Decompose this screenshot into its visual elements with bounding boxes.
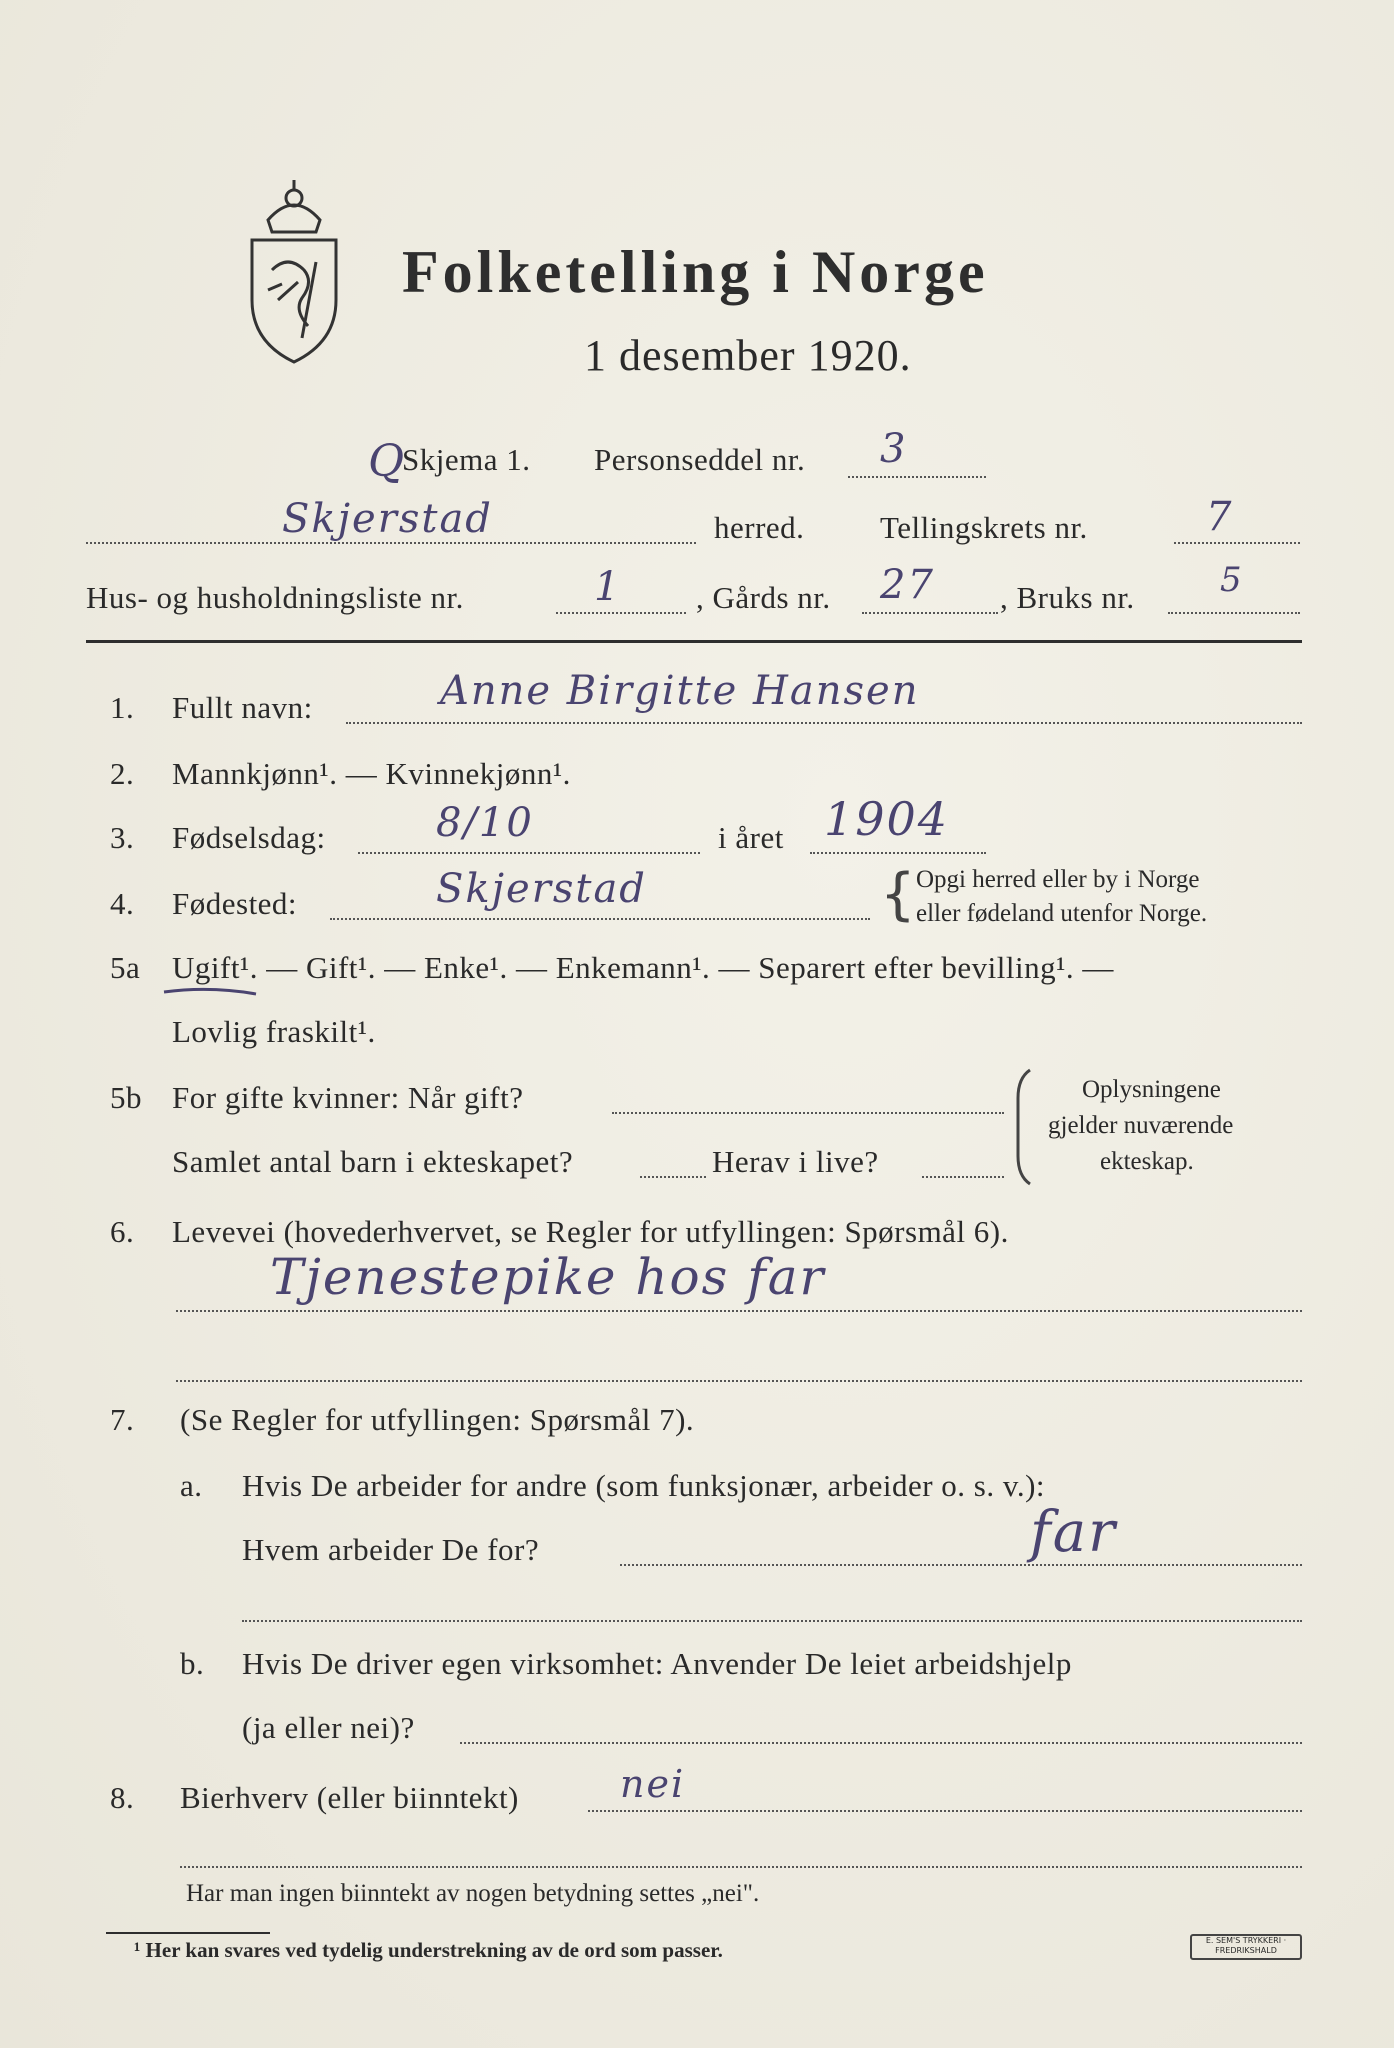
q7a-letter: a.: [180, 1468, 203, 1503]
form-date: 1 desember 1920.: [584, 331, 912, 380]
q7b-letter: b.: [180, 1646, 205, 1681]
bruks-label: , Bruks nr.: [1000, 580, 1135, 615]
q4-note-line-2: eller fødeland utenfor Norge.: [916, 900, 1208, 927]
q7b-label: Hvis De driver egen virksomhet: Anvender De leiet arbeidshjelp: [242, 1646, 1072, 1681]
q5a-label: Ugift¹. — Gift¹. — Enke¹. — Enkemann¹. — Separert efter bevilling¹. —: [172, 950, 1114, 985]
ugift-underline: [160, 984, 260, 1000]
printer-mark: E. SEM'S TRYKKERI · FREDRIKSHALD: [1190, 1934, 1302, 1960]
q4-note-line-1: Opgi herred eller by i Norge: [916, 866, 1200, 893]
q3-label: Fødselsdag:: [172, 820, 326, 855]
q5b-alive-label: Herav i live?: [712, 1144, 879, 1179]
hus-value: 1: [594, 564, 622, 610]
footnote: ¹ Her kan svares ved tydelig understrekning av de ord som passer.: [134, 1938, 723, 1962]
gards-value: 27: [880, 562, 935, 608]
q3-number: 3.: [110, 820, 135, 855]
q4-brace: {: [880, 862, 916, 927]
q7-label: (Se Regler for utfyllingen: Spørsmål 7).: [180, 1402, 695, 1437]
tellingskrets-value: 7: [1206, 494, 1234, 540]
biinntekt-note: Har man ingen biinntekt av nogen betydning settes „nei".: [186, 1880, 760, 1907]
personseddel-value: 3: [880, 426, 908, 472]
norway-coat-of-arms-icon: [238, 170, 350, 370]
hus-label: Hus- og husholdningsliste nr.: [86, 580, 464, 615]
q7a-label: Hvis De arbeider for andre (som funksjonær, arbeider o. s. v.):: [242, 1468, 1046, 1503]
q1-label: Fullt navn:: [172, 690, 313, 725]
q5b-note-line-3: ekteskap.: [1100, 1148, 1194, 1175]
bruks-value: 5: [1220, 560, 1244, 600]
q5b-children-label: Samlet antal barn i ekteskapet?: [172, 1144, 574, 1179]
q5b-note-line-1: Oplysningene: [1082, 1076, 1221, 1103]
q2-label: Mannkjønn¹. — Kvinnekjønn¹.: [172, 756, 571, 791]
q7b-label-line-2: (ja eller nei)?: [242, 1710, 415, 1745]
q7-number: 7.: [110, 1402, 135, 1437]
q6-value: Tjenestepike hos far: [270, 1248, 826, 1306]
tellingskrets-label: Tellingskrets nr.: [880, 510, 1088, 545]
q8-number: 8.: [110, 1780, 135, 1815]
q5a-number: 5a: [110, 950, 141, 985]
q7a-who-label: Hvem arbeider De for?: [242, 1532, 540, 1567]
footnote-divider: [106, 1932, 270, 1934]
q4-label: Fødested:: [172, 886, 298, 921]
q3-year-label: i året: [718, 820, 784, 855]
gards-label: , Gårds nr.: [696, 580, 831, 615]
q5b-note-line-2: gjelder nuværende: [1048, 1112, 1234, 1139]
q3-year-value: 1904: [824, 792, 950, 846]
herred-label: herred.: [714, 510, 805, 545]
q1-value: Anne Birgitte Hansen: [440, 668, 920, 714]
q8-label: Bierhverv (eller biinntekt): [180, 1780, 519, 1815]
q5b-label: For gifte kvinner: Når gift?: [172, 1080, 524, 1115]
q4-value: Skjerstad: [436, 866, 647, 912]
q2-number: 2.: [110, 756, 135, 791]
q5a-label-line-2: Lovlig fraskilt¹.: [172, 1014, 376, 1049]
q7a-value: far: [1030, 1500, 1117, 1565]
form-title: Folketelling i Norge: [402, 239, 989, 305]
header-divider: [86, 640, 1302, 643]
skjema-label: Skjema 1.: [402, 442, 531, 477]
q8-value: nei: [620, 1762, 686, 1806]
herred-value: Skjerstad: [282, 496, 493, 542]
q4-number: 4.: [110, 886, 135, 921]
q6-label: Levevei (hovederhvervet, se Regler for utfyllingen: Spørsmål 6).: [172, 1214, 1009, 1249]
q1-number: 1.: [110, 690, 135, 725]
personseddel-label: Personseddel nr.: [594, 442, 806, 477]
q3-value: 8/10: [436, 800, 534, 846]
q5b-number: 5b: [110, 1080, 142, 1115]
q5b-bracket: [1014, 1068, 1034, 1186]
q6-number: 6.: [110, 1214, 135, 1249]
handwritten-mark: Q: [368, 436, 407, 487]
